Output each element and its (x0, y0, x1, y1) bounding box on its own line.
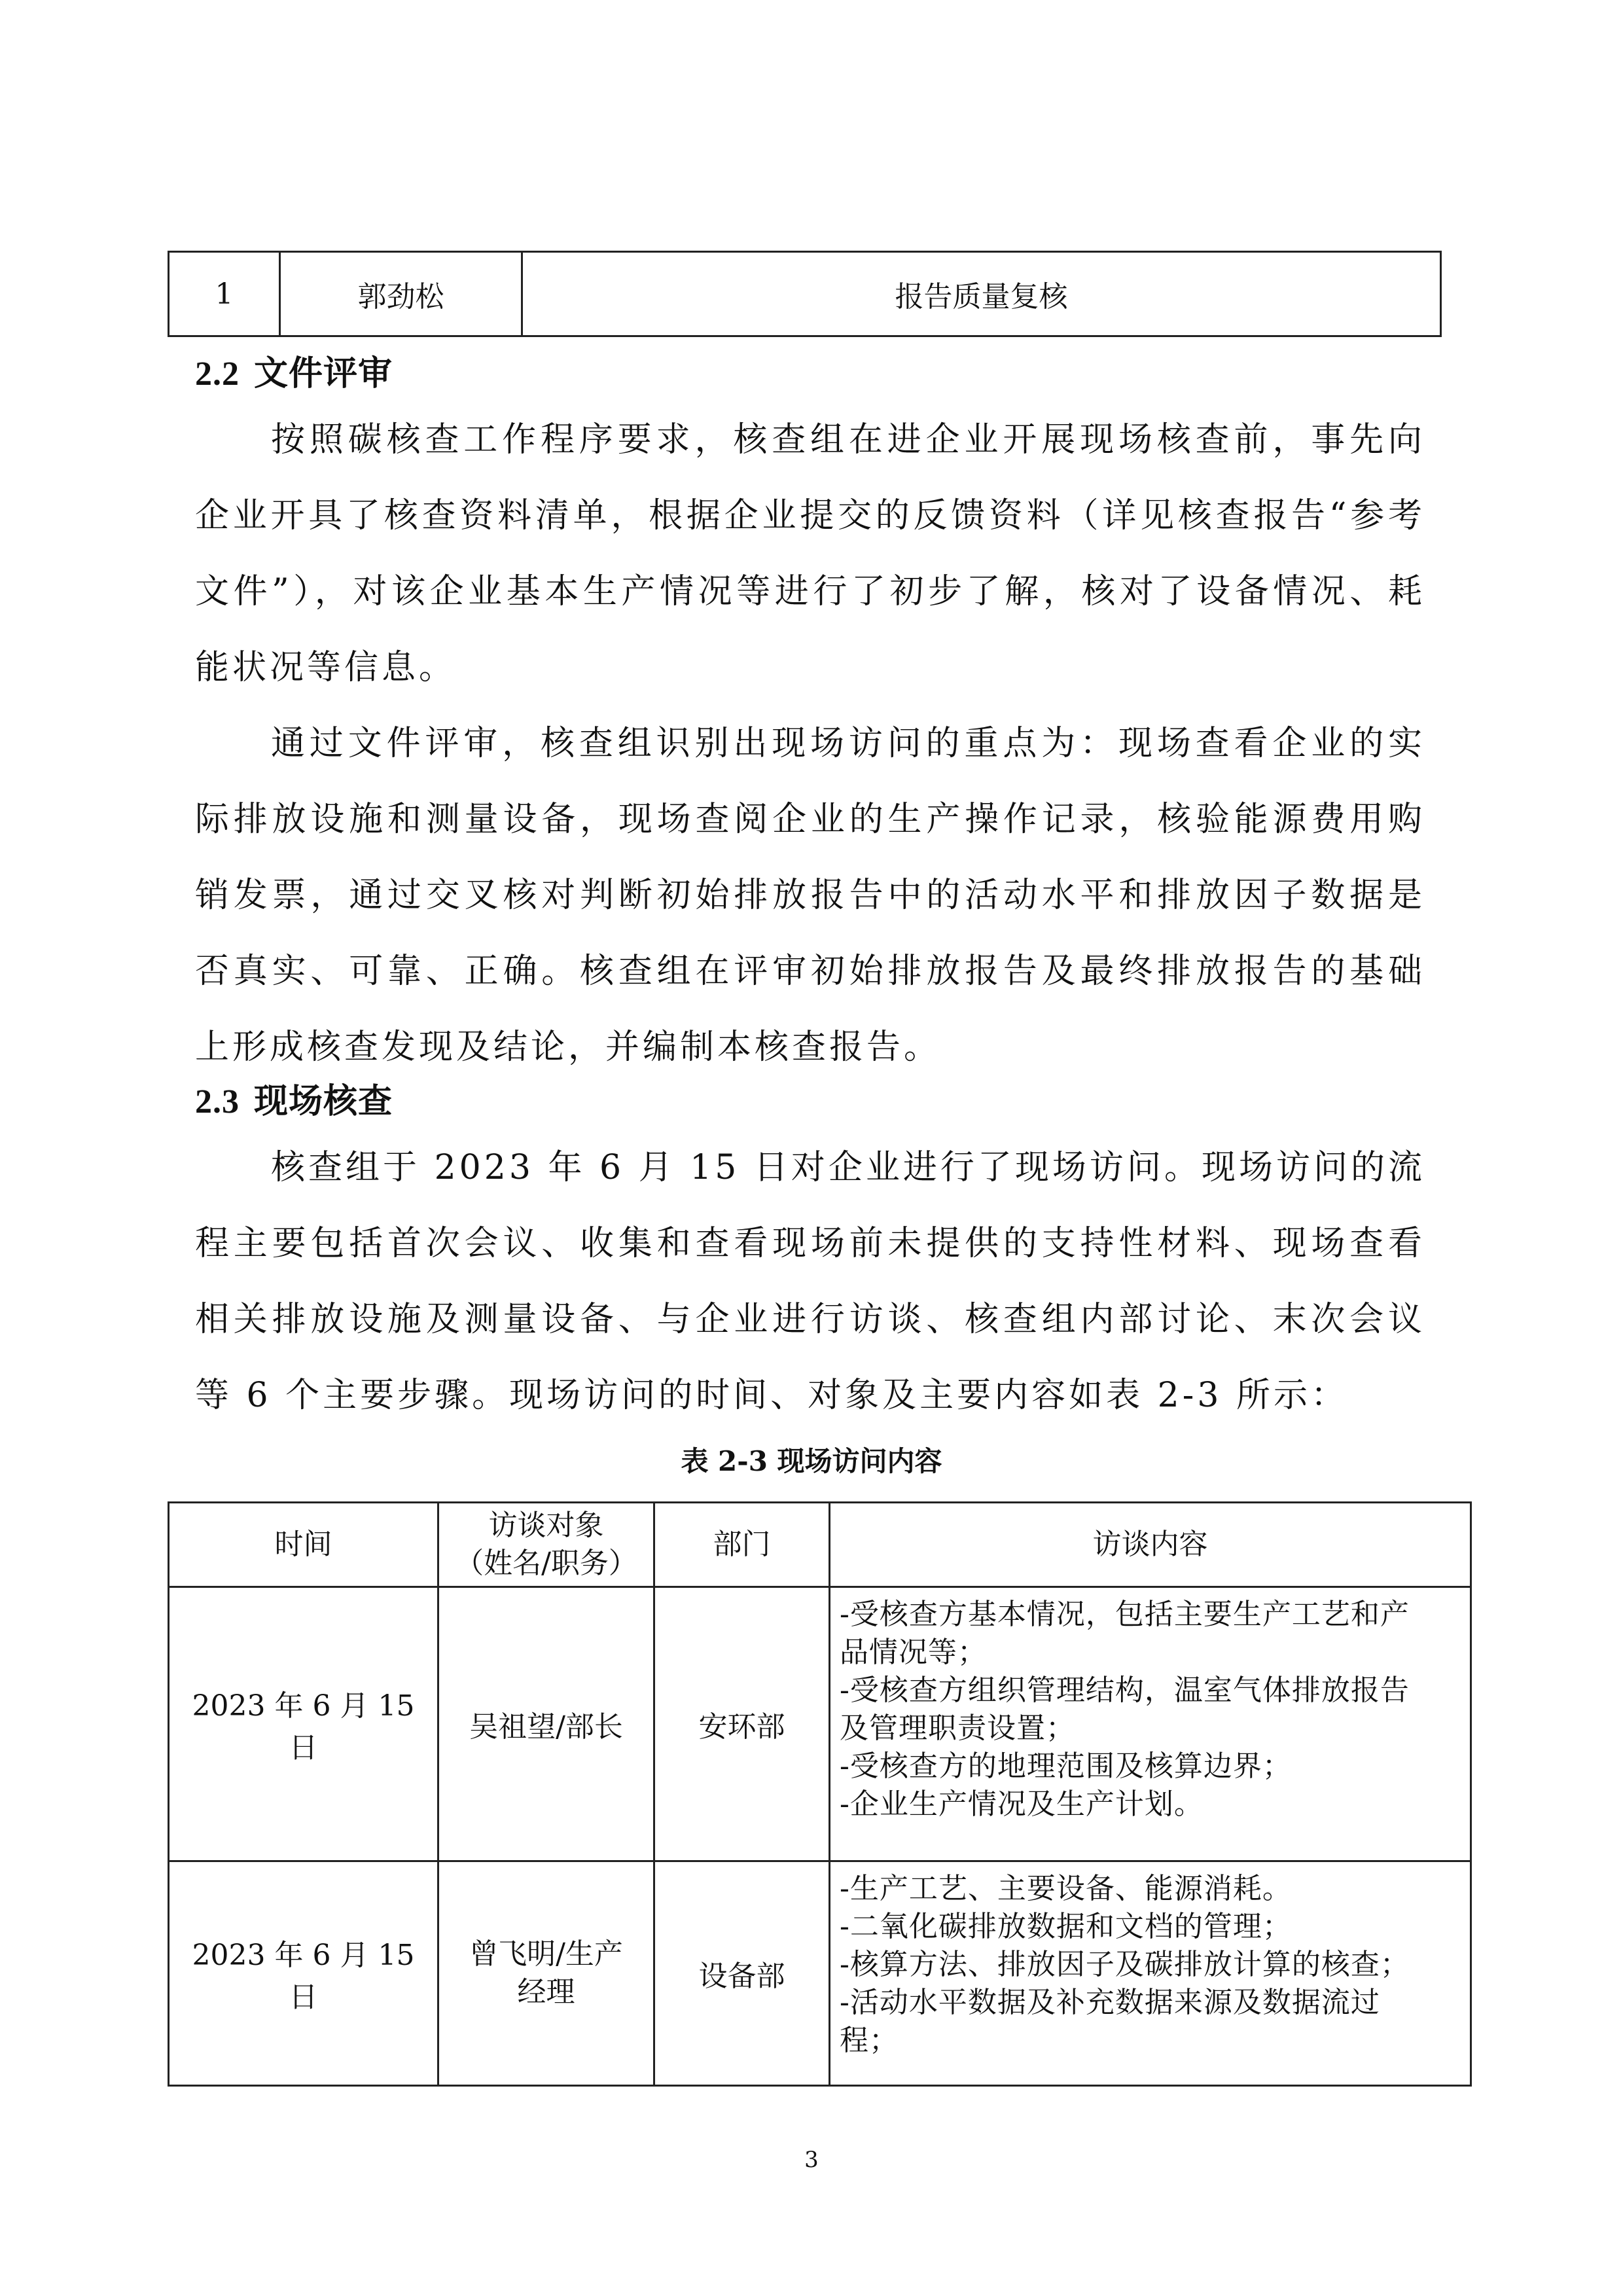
cell-person (438, 1861, 654, 2086)
section-number: 2.2 (195, 355, 240, 393)
table-row (169, 1861, 1471, 2086)
content-line: -受核查方的地理范围及核算边界； (840, 1749, 1292, 1783)
content-line: -二氧化碳排放数据和文档的管理； (840, 1910, 1292, 1943)
header-time: 时间 (169, 1503, 438, 1587)
header-dept: 部门 (654, 1503, 830, 1587)
header-person-line1: 访谈对象 (488, 1509, 604, 1542)
content-line: -受核查方组织管理结构，温室气体排放报告 (840, 1674, 1410, 1707)
interview-table (168, 1501, 1472, 2087)
section-title: 现场核查 (254, 1081, 393, 1121)
paragraph: 核查组于 2023 年 6 月 15 日对企业进行了现场访问。现场访问的流程主要包括首次会议、收集和查看现场前未提供的支持性材料、现场查看相关排放设施及测量设备、与企业进行访谈、核查组内部讨论、末次会议等 6 个主要步骤。现场访问的时间、对象及主要内容如表 2-3 所示： (195, 1148, 1425, 1415)
content-line: 程； (840, 2024, 899, 2057)
row-number: 1 (169, 252, 280, 336)
content-line: -核算方法、排放因子及碳排放计算的核查； (840, 1948, 1410, 1981)
reviewer-duty: 报告质量复核 (522, 252, 1441, 336)
cell-time: 2023 年 6 月 15 日 (169, 1587, 438, 1861)
cell-time: 2023 年 6 月 15 日 (169, 1861, 438, 2086)
content-line: 及管理职责设置； (840, 1712, 1075, 1745)
header-person (438, 1503, 654, 1587)
cell-content (830, 1861, 1471, 2086)
cell-dept: 设备部 (654, 1861, 830, 2086)
section-number: 2.3 (195, 1083, 240, 1121)
content-line: -活动水平数据及补充数据来源及数据流过 (840, 1986, 1380, 2019)
person-line2: 经理 (517, 1975, 575, 2009)
reviewer-table (168, 251, 1442, 337)
table-row (169, 252, 1441, 336)
section-title: 文件评审 (254, 353, 393, 393)
page-number: 3 (804, 2147, 819, 2173)
reviewer-name: 郭劲松 (280, 252, 522, 336)
person-line1: 曾飞明/生产 (469, 1937, 623, 1971)
content-line: -受核查方基本情况，包括主要生产工艺和产 (840, 1598, 1410, 1631)
content-line: -企业生产情况及生产计划。 (840, 1787, 1204, 1821)
cell-dept: 安环部 (654, 1587, 830, 1861)
content-line: 品情况等； (840, 1636, 987, 1669)
table-row (169, 1587, 1471, 1861)
table-header-row (169, 1503, 1471, 1587)
paragraph: 通过文件评审，核查组识别出现场访问的重点为：现场查看企业的实际排放设施和测量设备，现场查阅企业的生产操作记录，核验能源费用购销发票，通过交叉核对判断初始排放报告中的活动水平和排放因子数据是否真实、可靠、正确。核查组在评审初始排放报告及最终排放报告的基础上形成核查发现及结论，并编制本核查报告。 (195, 724, 1425, 1067)
content-line: -生产工艺、主要设备、能源消耗。 (840, 1872, 1292, 1905)
header-content: 访谈内容 (830, 1503, 1471, 1587)
section-heading-2-2 (195, 346, 393, 395)
header-person-line2: （姓名/职务） (455, 1547, 637, 1580)
cell-person: 吴祖望/部长 (438, 1587, 654, 1861)
table-caption: 表 2-3 现场访问内容 (681, 1445, 942, 1477)
cell-content (830, 1587, 1471, 1861)
section-heading-2-3 (195, 1073, 393, 1122)
paragraph: 按照碳核查工作程序要求，核查组在进企业开展现场核查前，事先向企业开具了核查资料清单，根据企业提交的反馈资料（详见核查报告“参考文件”），对该企业基本生产情况等进行了初步了解，核对了设备情况、耗能状况等信息。 (195, 420, 1425, 687)
